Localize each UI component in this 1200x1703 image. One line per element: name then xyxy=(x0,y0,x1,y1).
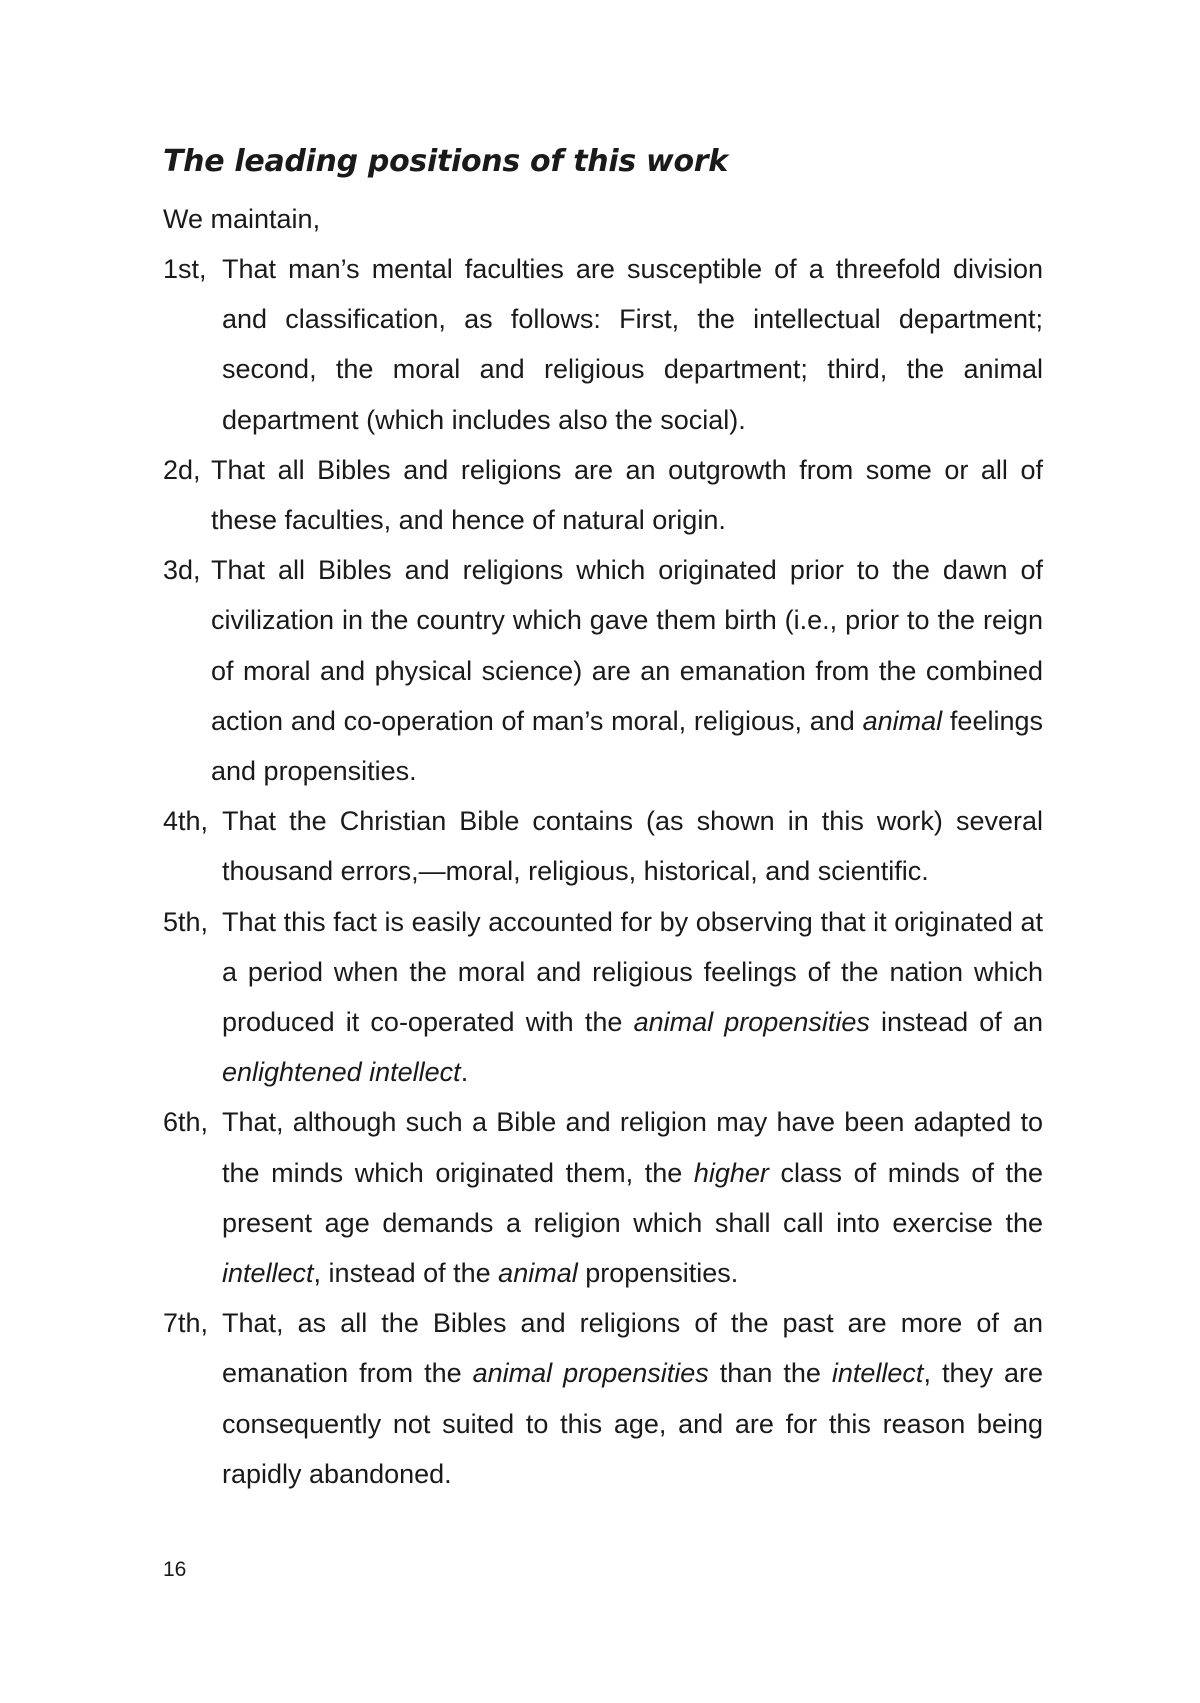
emphasized-text: animal xyxy=(862,705,943,736)
list-item-text xyxy=(211,445,1043,545)
list-item-number: 4th, xyxy=(163,806,209,837)
emphasized-text: animal propensities xyxy=(472,1358,709,1389)
text-run: That all Bibles and religions are an outgrowth from some or all of these faculties, and hence of natural origin. xyxy=(211,454,1043,536)
list-item-number: 6th, xyxy=(163,1107,209,1138)
list-item-text xyxy=(222,1097,1043,1298)
list-item-number: 2d, xyxy=(163,454,201,485)
list-item-text xyxy=(211,545,1043,796)
emphasized-text: intellect xyxy=(831,1358,924,1389)
text-run: That the Christian Bible contains (as shown in this work) several thousand errors,—moral, religious, historical, and scientific. xyxy=(222,806,1043,887)
list-item-number: 1st, xyxy=(163,254,207,284)
text-run: That this fact is easily accounted for by observing that it originated at a period when the moral and religious feelings of the nation which produced it co-operated with the xyxy=(222,906,1043,1038)
list-item xyxy=(163,897,1043,1098)
text-run: . xyxy=(460,1057,469,1088)
text-run: than the xyxy=(708,1358,832,1389)
emphasized-text: higher xyxy=(693,1157,769,1188)
text-run: That, although such a Bible and religion may have been adapted to the minds which originated them, the xyxy=(222,1107,1043,1188)
positions-list xyxy=(163,244,1043,1499)
text-run: feelings and propensities. xyxy=(211,705,1043,787)
emphasized-text: enlightened intellect xyxy=(222,1057,461,1088)
list-item-number: 3d, xyxy=(163,555,201,586)
text-run: instead of an xyxy=(869,1007,1043,1038)
text-run: That, as all the Bibles and religions of the past are more of an emanation from the xyxy=(222,1308,1043,1389)
list-item-text xyxy=(222,897,1043,1098)
text-run: class of minds of the present age demands a religion which shall call into exercise the xyxy=(222,1157,1043,1238)
text-run: , instead of the xyxy=(313,1258,499,1289)
page-number: 16 xyxy=(163,1558,187,1581)
list-item xyxy=(163,1097,1043,1298)
emphasized-text: animal propensities xyxy=(633,1007,870,1038)
list-item-number: 5th, xyxy=(163,906,209,937)
list-item-text xyxy=(222,1298,1043,1499)
intro-text: We maintain, xyxy=(163,204,321,234)
list-item xyxy=(163,796,1043,896)
list-item xyxy=(163,1298,1043,1499)
section-heading: The leading positions of this work xyxy=(163,144,728,179)
text-run: , they are consequently not suited to this age, and are for this reason being rapidly abandoned. xyxy=(222,1358,1044,1489)
list-item-number: 7th, xyxy=(163,1308,209,1339)
list-item xyxy=(163,545,1043,796)
text-run: That all Bibles and religions which originated prior to the dawn of civilization in the country which gave them birth (i.e., prior to the reign of moral and physical science) are an emanation from the combined action and co-operation of man’s moral, religious, and xyxy=(211,555,1043,736)
text-run: That man’s mental faculties are susceptible of a threefold division and classification, as follows: First, the intellectual department; second, the moral and religious department; third, the animal department (which includes also the social). xyxy=(222,254,1043,435)
list-item xyxy=(163,244,1043,445)
list-item-text xyxy=(222,244,1043,445)
text-run: propensities. xyxy=(577,1258,739,1289)
emphasized-text: animal xyxy=(498,1258,578,1289)
emphasized-text: intellect xyxy=(222,1258,314,1289)
list-item xyxy=(163,445,1043,545)
page-content xyxy=(163,140,1043,1499)
list-item-text xyxy=(222,796,1043,896)
